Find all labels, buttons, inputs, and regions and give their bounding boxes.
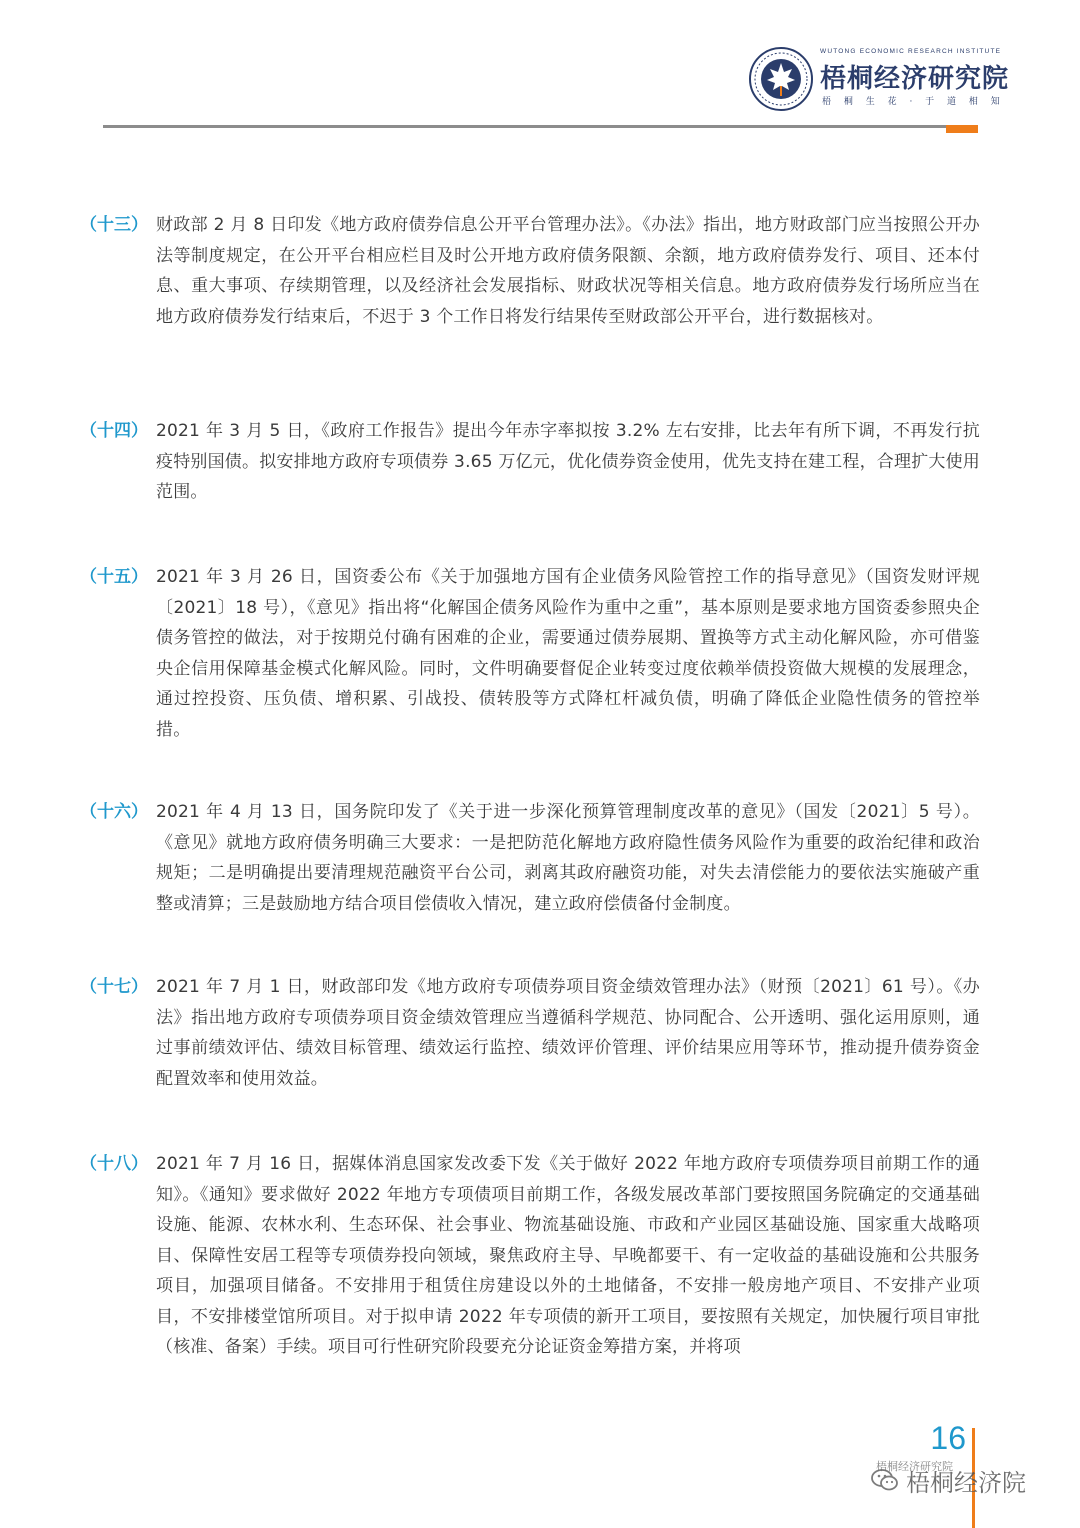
header-divider [103, 125, 946, 128]
logo-chinese-name: 梧桐经济研究院 [820, 64, 1010, 94]
watermark-small-text: 梧桐经济研究院 [876, 1460, 953, 1473]
item-number: （十七） [80, 977, 148, 997]
logo-slogan: 梧 桐 生 花 · 于 道 相 知 [822, 97, 1005, 107]
item-number: （十四） [80, 421, 148, 441]
wechat-watermark [870, 1460, 1026, 1500]
item-number: （十六） [80, 802, 148, 822]
item-text: 2021 年 7 月 16 日，据媒体消息国家发改委下发《关于做好 2022 年地方政府专项债券项目前期工作的通知》。《通知》要求做好 2022 年地方专项债项目前期工作，各级发展改革部门要按照国务院确定的交通基础设施、能源、农林水利、生态环保、社会事业、物流基础设施、市政和产业园区基础设施、国家重大战略项目、保障性安居工程等专项债券投向领域，聚焦政府主导、早晚都要干、有一定收益的基础设施和公共服务项目，加强项目储备。不安排用于租赁住房建设以外的土地储备，不安排一般房地产项目、不安排产业项目，不安排楼堂馆所项目。对于拟申请 2022 年专项债的新开工项目，要按照有关规定，加快履行项目审批（核准、备案）手续。项目可行性研究阶段要充分论证资金筹措方案，并将项 [156, 1154, 980, 1357]
item-number: （十八） [80, 1154, 148, 1174]
item-text: 2021 年 7 月 1 日，财政部印发《地方政府专项债券项目资金绩效管理办法》（财预〔2021〕61 号）。《办法》指出地方政府专项债券项目资金绩效管理应当遵循科学规范、协同配合、公开透明、强化运用原则，通过事前绩效评估、绩效目标管理、绩效运行监控、绩效评价管理、评价结果应用等环节，推动提升债券资金配置效率和使用效益。 [156, 977, 980, 1089]
item-number: （十五） [80, 567, 148, 587]
watermark-text: 梧桐经济院 [906, 1468, 1026, 1497]
wechat-icon [870, 1465, 900, 1495]
logo-english-name: WUTONG ECONOMIC RESEARCH INSTITUTE [820, 48, 1002, 55]
item-text: 2021 年 3 月 26 日，国资委公布《关于加强地方国有企业债务风险管控工作的指导意见》（国资发财评规〔2021〕18 号），《意见》指出将“化解国企债务风险作为重中之重”，基本原则是要求地方国资委参照央企债务管控的做法，对于按期兑付确有困难的企业，需要通过债券展期、置换等方式主动化解风险，亦可借鉴央企信用保障基金模式化解风险。同时，文件明确要督促企业转变过度依赖举债投资做大规模的发展理念，通过控投资、压负债、增积累、引战投、债转股等方式降杠杆减负债，明确了降低企业隐性债务的管控举措。 [156, 567, 980, 740]
item-text: 2021 年 3 月 5 日，《政府工作报告》提出今年赤字率拟按 3.2% 左右安排，比去年有所下调，不再发行抗疫特别国债。拟安排地方政府专项债券 3.65 万亿元，优化债券资金使用，优先支持在建工程，合理扩大使用范围。 [156, 421, 980, 502]
item-text: 财政部 2 月 8 日印发《地方政府债券信息公开平台管理办法》。《办法》指出，地方财政部门应当按照公开办法等制度规定，在公开平台相应栏目及时公开地方政府债务限额、余额，地方政府债券发行、项目、还本付息、重大事项、存续期管理，以及经济社会发展指标、财政状况等相关信息。地方政府债券发行场所应当在地方政府债券发行结束后，不迟于 3 个工作日将发行结果传至财政部公开平台，进行数据核对。 [156, 215, 980, 327]
institute-logo [748, 44, 1010, 116]
header-accent-bar [946, 125, 978, 133]
item-number: （十三） [80, 215, 148, 235]
page-number: 16 [930, 1420, 966, 1456]
item-text: 2021 年 4 月 13 日，国务院印发了《关于进一步深化预算管理制度改革的意见》（国发〔2021〕5 号）。《意见》就地方政府债务明确三大要求：一是把防范化解地方政府隐性债务风险作为重要的政治纪律和政治规矩；二是明确提出要清理规范融资平台公司，剥离其政府融资功能，对失去清偿能力的要依法实施破产重整或清算；三是鼓励地方结合项目偿债收入情况，建立政府偿债备付金制度。 [156, 802, 980, 914]
maple-seal-icon [748, 46, 814, 112]
